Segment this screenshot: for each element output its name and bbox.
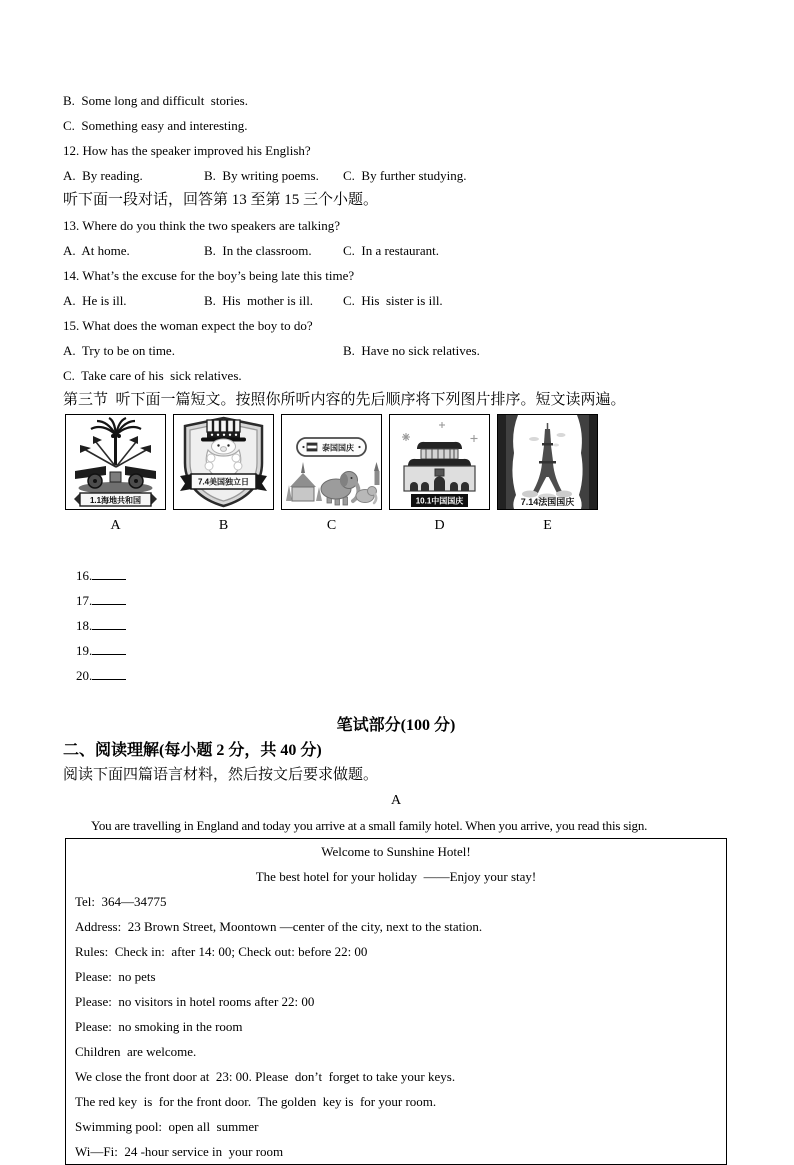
q15-options bbox=[63, 338, 729, 363]
tiananmen-illustration bbox=[390, 415, 489, 509]
sign-line-address: Address: 23 Brown Street, Moontown —center of the city, next to the station. bbox=[75, 919, 483, 934]
uncle-sam-shield-illustration bbox=[174, 415, 273, 509]
blank-16 bbox=[76, 563, 126, 588]
q15-question: 15. What does the woman expect the boy to do? bbox=[63, 318, 313, 333]
blank-18-number: 18. bbox=[76, 618, 93, 633]
q13-option-a: A. At home. bbox=[63, 243, 130, 258]
sign-line-no-pets: Please: no pets bbox=[75, 969, 156, 984]
blank-17-number: 17. bbox=[76, 593, 93, 608]
hotel-sign-box bbox=[65, 838, 727, 1165]
picture-label-d: D bbox=[434, 518, 445, 533]
q15-option-c: C. Take care of his sick relatives. bbox=[63, 368, 242, 383]
picture-china-national-day bbox=[389, 414, 490, 510]
picture-a-caption: 1.1海地共和国 bbox=[89, 496, 142, 505]
reading-instruction: 阅读下面四篇语言材料，然后按文后要求做题。 bbox=[63, 767, 379, 783]
q12-option-c: C. By further studying. bbox=[343, 168, 467, 183]
sign-line-front-door: We close the front door at 23: 00. Please don’t forget to take your keys. bbox=[75, 1069, 456, 1084]
blank-16-line bbox=[92, 566, 126, 580]
blank-17 bbox=[76, 588, 126, 613]
blank-18 bbox=[76, 613, 126, 638]
q13-question: 13. Where do you think the two speakers are talking? bbox=[63, 218, 341, 233]
picture-labels bbox=[65, 513, 729, 538]
dialog-instruction: 听下面一段对话，回答第 13 至第 15 三个小题。 bbox=[63, 192, 379, 208]
q15-option-b: B. Have no sick relatives. bbox=[343, 343, 480, 358]
q12-options bbox=[63, 163, 729, 188]
blank-20 bbox=[76, 663, 126, 688]
picture-e-caption: 7.14法国国庆 bbox=[520, 497, 575, 507]
picture-label-e: E bbox=[543, 518, 552, 533]
blank-18-line bbox=[92, 616, 126, 630]
sign-line-children: Children are welcome. bbox=[75, 1044, 197, 1059]
q11-option-c: C. Something easy and interesting. bbox=[63, 118, 248, 133]
picture-label-a: A bbox=[110, 518, 121, 533]
q12-option-a: A. By reading. bbox=[63, 168, 143, 183]
q11-option-b: B. Some long and difficult stories. bbox=[63, 93, 248, 108]
q12-option-b: B. By writing poems. bbox=[204, 168, 319, 183]
q14-options bbox=[63, 288, 729, 313]
blank-16-number: 16. bbox=[76, 568, 93, 583]
picture-haiti-national-day bbox=[65, 414, 166, 510]
passage-label: A bbox=[390, 793, 402, 808]
blank-20-number: 20. bbox=[76, 668, 93, 683]
blank-19-number: 19. bbox=[76, 643, 93, 658]
q14-option-c: C. His sister is ill. bbox=[343, 293, 443, 308]
picture-thailand-national-day bbox=[281, 414, 382, 510]
haiti-emblem-illustration bbox=[66, 415, 165, 509]
picture-row bbox=[65, 414, 729, 510]
blank-17-line bbox=[92, 591, 126, 605]
answer-blanks-row bbox=[63, 538, 729, 713]
sign-title: Welcome to Sunshine Hotel! bbox=[321, 844, 471, 859]
written-part-title: 笔试部分(100 分) bbox=[336, 717, 456, 734]
q13-option-b: B. In the classroom. bbox=[204, 243, 312, 258]
picture-b-caption: 7.4美国独立日 bbox=[197, 477, 250, 487]
q13-option-c: C. In a restaurant. bbox=[343, 243, 440, 258]
picture-label-b: B bbox=[218, 518, 229, 533]
passage-intro: You are travelling in England and today you arrive at a small family hotel. When you arrive, you read this sign. bbox=[91, 818, 648, 833]
q14-option-b: B. His mother is ill. bbox=[204, 293, 314, 308]
picture-c-caption: 泰国国庆 bbox=[322, 443, 354, 453]
sign-line-keys: The red key is for the front door. The golden key is for your room. bbox=[75, 1094, 437, 1109]
thailand-illustration bbox=[282, 415, 381, 509]
sign-subtitle: The best hotel for your holiday ——Enjoy your stay! bbox=[255, 869, 537, 884]
sign-line-pool: Swimming pool: open all summer bbox=[75, 1119, 259, 1134]
sign-line-no-smoking: Please: no smoking in the room bbox=[75, 1019, 243, 1034]
eiffel-tower-illustration bbox=[498, 415, 597, 509]
picture-label-c: C bbox=[326, 518, 337, 533]
picture-france-national-day bbox=[497, 414, 598, 510]
blank-20-line bbox=[92, 666, 126, 680]
sign-line-wifi: Wi—Fi: 24 -hour service in your room bbox=[75, 1144, 284, 1159]
section3-instruction: 第三节 听下面一篇短文。按照你所听内容的先后顺序将下列图片排序。短文读两遍。 bbox=[63, 392, 626, 408]
q12-question: 12. How has the speaker improved his English? bbox=[63, 143, 311, 158]
q14-question: 14. What’s the excuse for the boy’s being late this time? bbox=[63, 268, 355, 283]
q14-option-a: A. He is ill. bbox=[63, 293, 127, 308]
q15-option-a: A. Try to be on time. bbox=[63, 343, 175, 358]
picture-usa-independence-day bbox=[173, 414, 274, 510]
reading-section-title: 二、阅读理解(每小题 2 分，共 40 分) bbox=[63, 742, 322, 759]
picture-d-caption: 10.1中国国庆 bbox=[415, 496, 464, 506]
sign-line-tel: Tel: 364—34775 bbox=[75, 894, 167, 909]
sign-line-no-visitors: Please: no visitors in hotel rooms after 22: 00 bbox=[75, 994, 315, 1009]
blank-19 bbox=[76, 638, 126, 663]
sign-line-rules: Rules: Check in: after 14: 00; Check out: before 22: 00 bbox=[75, 944, 368, 959]
blank-19-line bbox=[92, 641, 126, 655]
q13-options bbox=[63, 238, 729, 263]
